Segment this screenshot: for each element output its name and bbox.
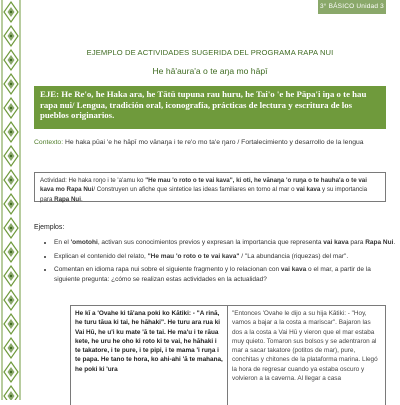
example-text: , activan sus conocimientos previos y expresan la importancia que representa	[97, 239, 324, 246]
example-term: vai kava	[280, 266, 307, 274]
context-label: Contexto:	[34, 139, 64, 146]
example-text: En el	[54, 239, 71, 246]
axis-banner: EJE: He Re'o, he Haka ara, he Tātū tupuna rau huru, he Tai'o 'e he Pāpa'i iŋa o te hau rapa nui/ Lengua, tradición oral, iconografía, prácticas de lectura y escritura de los pueblos originarios.	[34, 86, 386, 129]
example-term: "He mau 'o roto o te vai kava"	[147, 252, 240, 260]
example-text: o el mar, a partir de la siguiente pregunta: ¿cómo se realizan estas actividades en la actualidad?	[54, 266, 371, 283]
activity-vai-kava: vai kava	[296, 186, 321, 194]
examples-list	[42, 238, 398, 288]
grade-badge: 3° BÁSICO Unidad 3	[318, 0, 386, 14]
example-text: .	[393, 239, 396, 246]
example-text: / "La abundancia (riquezas) del mar".	[239, 252, 349, 260]
list-item	[54, 265, 398, 284]
activity-text-1: He haka roŋo i te 'a'amu ko	[66, 177, 146, 184]
story-fragment-table	[70, 305, 386, 405]
example-text: Explican el contenido del relato,	[54, 252, 148, 260]
examples-heading: Ejemplos:	[34, 224, 65, 231]
activity-story-title: "He mau 'o roto o te vai kava"	[145, 177, 233, 184]
context-paragraph	[34, 138, 386, 148]
story-rapanui-column: He kī a 'Ovahe ki tā'ana poki ko Kātiki: - "A rinā, he turu tāua ki tai, he hāhaki". He turu ara rua ki Vai Hū, he u'i ku mate 'ā te tai. He ma'u i te rāua kete, he uru he oho ki roto ki te vai, he hāhaki i te takatore, i te pure, i te pipi, i te mama 'i ruŋa i te papa. He tano te hora, ko ahi-ahi 'ā te mahana, he poki ki 'ura	[71, 306, 228, 405]
tribal-pattern-icon	[0, 0, 22, 400]
context-text: He haka pūai 'e he hāpī mo vānaŋa i te re'o mo ta'e ŋaro / Fortalecimiento y desarrollo de la lengua	[63, 139, 364, 146]
activity-rapa-nui: Rapa Nui	[54, 195, 81, 203]
decorative-border	[0, 0, 22, 400]
page-subtitle: He hā'aura'a o te aŋa mo hāpī	[152, 66, 268, 76]
example-text: para	[348, 239, 366, 246]
activity-text-2: , ki oti, he vānaŋa 'o ruŋa o te hauha'a o te vai kava mo Rapa Nui	[40, 177, 367, 194]
page-title: EJEMPLO DE ACTIVIDADES SUGERIDA DEL PROGRAMA RAPA NUI	[86, 48, 334, 57]
example-term: vai kava	[323, 239, 349, 246]
activity-label: Actividad:	[40, 177, 67, 184]
activity-text-3: / Construyen un afiche que sintetice las ideas familiares en torno al mar o	[93, 186, 297, 194]
activity-text-4: y su importancia para	[40, 186, 368, 203]
example-term: Rapa Nui	[365, 239, 394, 246]
example-text: Comentan en idioma rapa nui sobre el siguiente fragmento y lo relacionan con	[54, 266, 281, 274]
example-term: 'omotohi	[70, 239, 98, 246]
list-item	[54, 252, 398, 262]
list-item	[54, 238, 398, 248]
story-spanish-column: "Entonces 'Ovahe le dijo a su hija Kātiki: - "Hoy, vamos a bajar a la costa a mariscar". Bajaron las dos a la costa a Vai Hū y vieron que el mar estaba muy quieto. Tomaron sus bolsos y se adentraron al mar a sacar takatore (potitos de mar), pure, conchitas y chitones de la plataforma marina. Llegó la hora de regresar cuando ya estaba oscuro y volvieron a la caverna. Al llegar a casa	[232, 310, 378, 383]
activity-box	[34, 172, 386, 202]
activity-text-5: .	[80, 195, 83, 203]
